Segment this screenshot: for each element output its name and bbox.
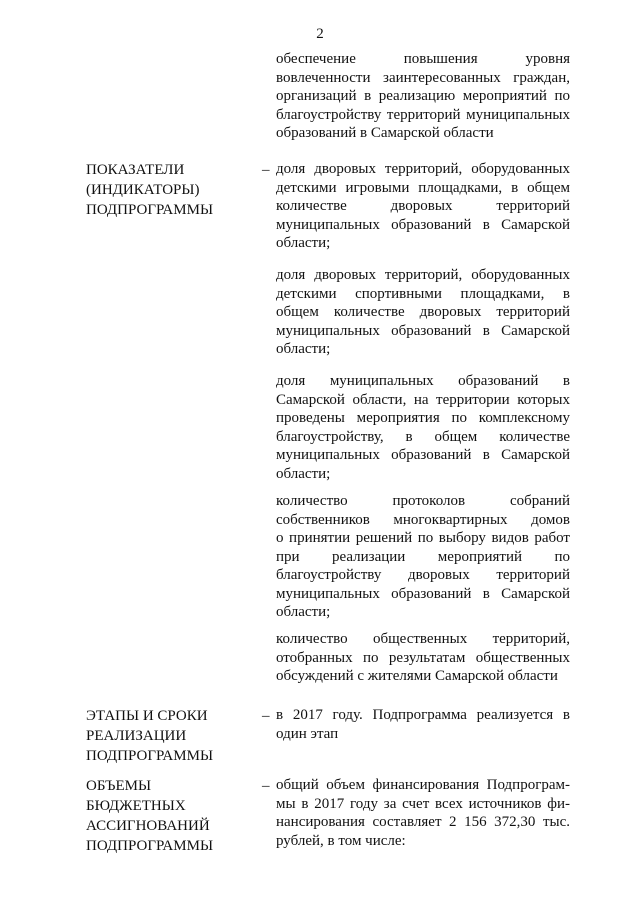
budget-label: ОБЪЕМЫ БЮДЖЕТНЫХ АССИГНОВАНИЙ ПОДПРОГРАММЫ [86,778,214,854]
indicator-item-2: доля дворовых территорий, оборудованных детскими спортивными площадками, в общем количестве дворовых территорий муниципальных образований в Самарской области; [276,267,570,357]
indicator-item-3: доля муниципальных образований в Самарской области, на территории которых проведены мероприятия по комплексному благоустройству, в общем количестве муниципальных образований в Самарской области; [276,373,570,482]
indicators-label: ПОКАЗАТЕЛИ (ИНДИКАТОРЫ) ПОДПРОГРАММЫ [86,162,214,218]
text-line: обеспечение повышения уровня [276,51,570,67]
stages-label: ЭТАПЫ И СРОКИ РЕАЛИЗАЦИИ ПОДПРОГРАММЫ [86,708,214,764]
stages-dash: – [262,708,270,724]
indicator-item-1: доля дворовых территорий, оборудованных детскими игровыми площадками, в общем количестве дворовых территорий муниципальных образований в Самарской области; [276,161,570,251]
intro-paragraph [276,50,570,143]
budget-dash: – [262,778,270,794]
stages-text: в 2017 году. Подпрограмма реализуется в один этап [276,707,570,742]
indicator-item-5: количество общественных территорий, отобранных по результатам общественных обсуждений с жителями Самарской области [276,631,570,684]
text-line: образований в Самарской области [276,125,494,141]
text-line: благоустройству территорий муниципальных [276,106,570,123]
indicators-dash: – [262,162,270,178]
text-line: организаций в реализацию мероприятий по [276,88,570,104]
indicator-item-4: количество протоколов собраний собственников многоквартирных домов о принятии решений по выбору видов работ при реализации мероприятий по благоустройству дворовых территорий муниципальных образований в Самарской области; [276,493,570,620]
page-number: 2 [316,26,324,42]
budget-text: общий объем финансирования Подпрограм- мы в 2017 году за счет всех источников фи- нансирования составляет 2 156 372,30 тыс. рублей, в том числе: [276,777,570,849]
text-line: вовлеченности заинтересованных граждан, [276,69,570,86]
